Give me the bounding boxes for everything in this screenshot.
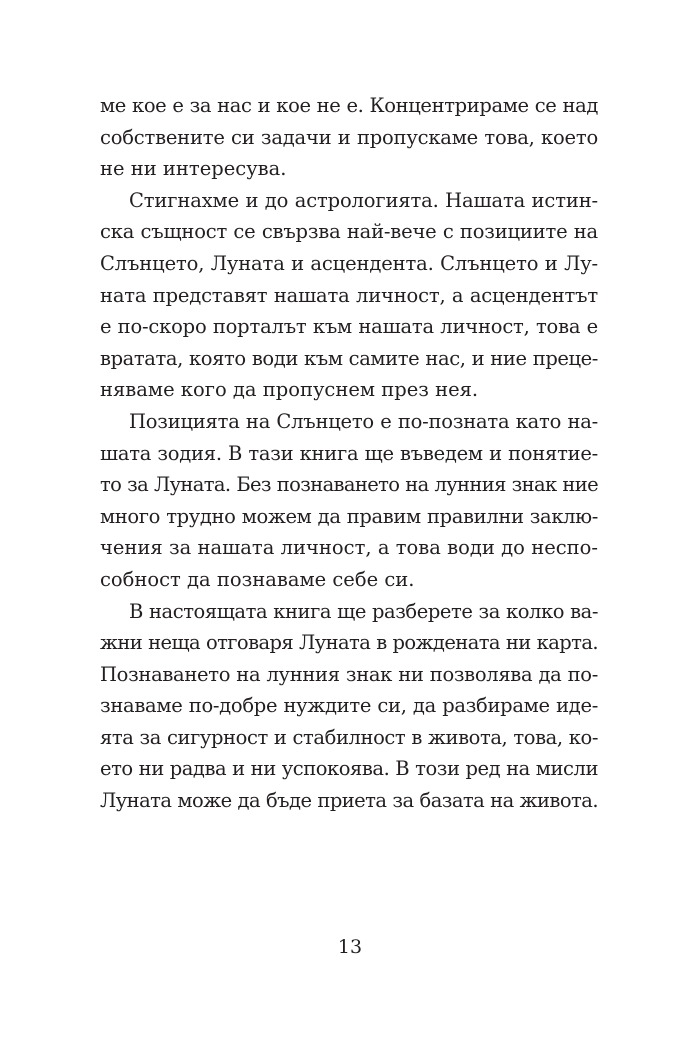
text-line: Познаването на лунния знак ни позволява да по- bbox=[100, 662, 598, 686]
text-line: няваме кого да пропуснем през нея. bbox=[100, 378, 479, 402]
text-line: ме кое е за нас и кое не е. Концентрираме се над bbox=[100, 94, 598, 117]
text-line: много трудно можем да правим правилни заклю- bbox=[100, 504, 598, 528]
body-text bbox=[100, 90, 598, 817]
text-line: собност да познаваме себе си. bbox=[100, 567, 415, 591]
text-line: Луната може да бъде приета за базата на живота. bbox=[100, 789, 598, 813]
paragraph-3 bbox=[100, 406, 598, 596]
text-line: В настоящата книга ще разберете за колко ва- bbox=[129, 599, 598, 623]
text-line: собствените си задачи и пропускаме това, което bbox=[100, 125, 598, 149]
text-line: Слънцето, Луната и асцендента. Слънцето и Лу- bbox=[100, 251, 598, 275]
text-line: вратата, която води към самите нас, и ние преце- bbox=[100, 346, 598, 370]
page-number: 13 bbox=[337, 936, 363, 958]
text-line: е по-скоро порталът към нашата личност, това е bbox=[100, 315, 598, 339]
text-line: Позицията на Слънцето е по-позната като на- bbox=[129, 409, 598, 433]
text-line: шата зодия. В тази книга ще въведем и понятие- bbox=[100, 441, 598, 465]
text-line: ето ни радва и ни успокоява. В този ред на мисли bbox=[100, 757, 598, 781]
text-line: ната представят нашата личност, а асцендентът bbox=[100, 283, 598, 307]
text-line: не ни интересува. bbox=[100, 157, 287, 181]
text-line: ска същност се свързва най-вече с позициите на bbox=[100, 220, 598, 244]
paragraph-4 bbox=[100, 596, 598, 817]
text-line: Стигнахме и до астрологията. Нашата истин- bbox=[129, 188, 598, 212]
text-line: чения за нашата личност, а това води до неспо- bbox=[100, 536, 598, 560]
paragraph-2 bbox=[100, 185, 598, 406]
paragraph-1 bbox=[100, 90, 598, 185]
text-line: то за Луната. Без познаването на лунния знак ние bbox=[100, 473, 598, 497]
text-line: жни неща отговаря Луната в рождената ни карта. bbox=[100, 631, 598, 655]
text-line: знаваме по-добре нуждите си, да разбираме иде- bbox=[100, 694, 598, 718]
text-line: ята за сигурност и стабилност в живота, това, ко- bbox=[100, 725, 598, 749]
